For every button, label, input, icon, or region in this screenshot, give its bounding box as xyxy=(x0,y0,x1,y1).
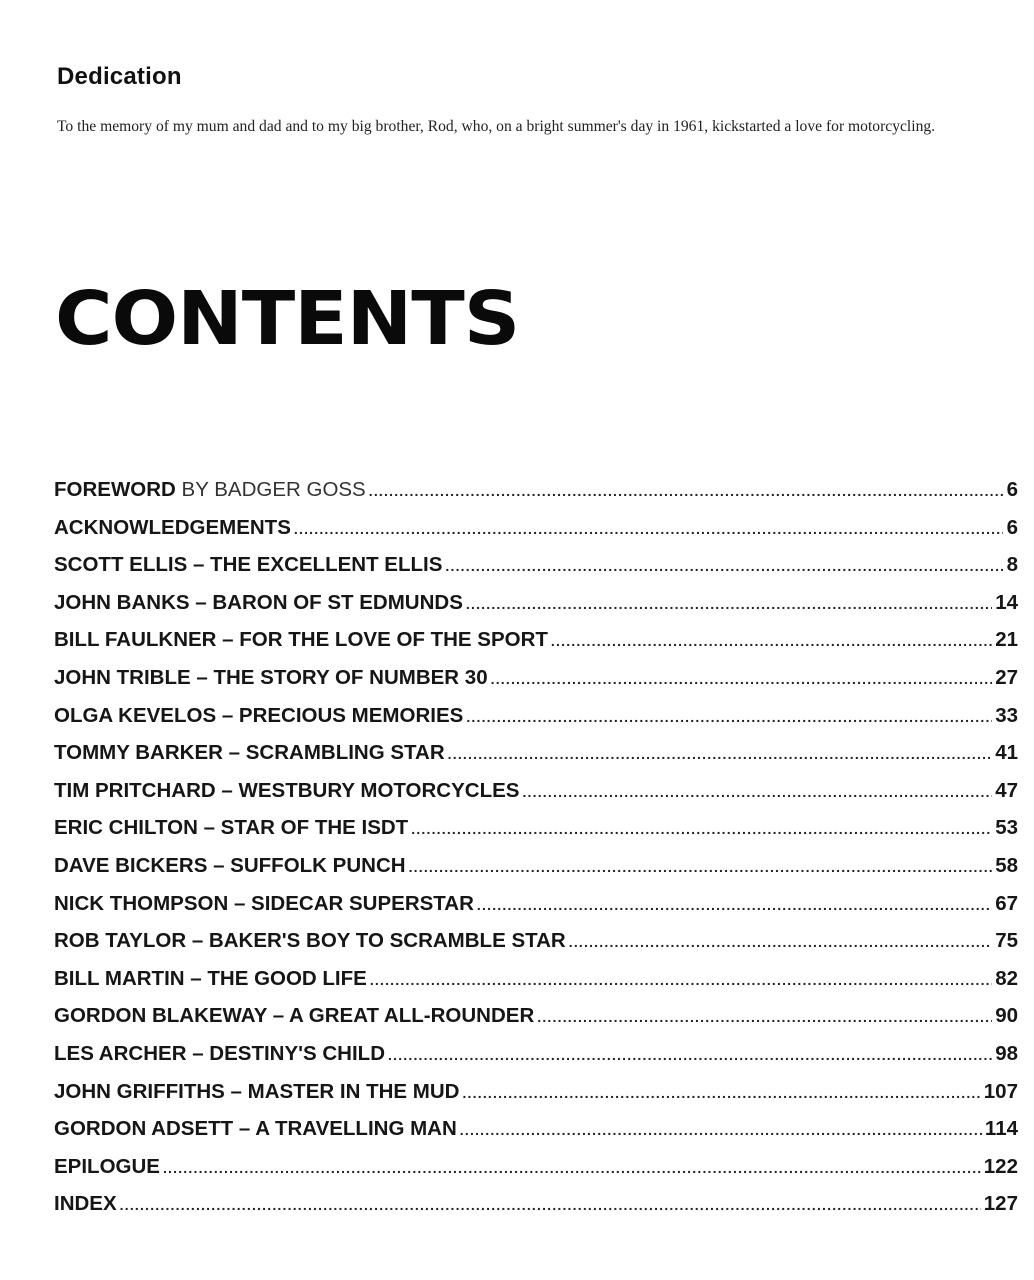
toc-entry-chapter xyxy=(54,1080,1018,1118)
toc-entry-page: 21 xyxy=(995,628,1018,652)
toc-entry-title: GORDON ADSETT – A TRAVELLING MAN xyxy=(54,1117,457,1141)
toc-leader-dots xyxy=(445,558,1003,574)
toc-leader-dots xyxy=(522,784,992,800)
toc-entry-chapter xyxy=(54,591,1018,629)
toc-entry-page: 90 xyxy=(995,1004,1018,1028)
toc-entry-chapter xyxy=(54,628,1018,666)
toc-entry-page: 53 xyxy=(995,816,1018,840)
toc-entry-chapter xyxy=(54,704,1018,742)
dedication-text: To the memory of my mum and dad and to my big brother, Rod, who, on a bright summer's day in 1961, kickstarted a love for motorcycling. xyxy=(57,118,936,135)
toc-entry-chapter xyxy=(54,741,1018,779)
contents-title: CONTENTS xyxy=(55,276,520,362)
toc-leader-dots xyxy=(460,1122,982,1138)
toc-entry-title: TOMMY BARKER – SCRAMBLING STAR xyxy=(54,741,445,765)
toc-entry-chapter xyxy=(54,854,1018,892)
toc-leader-dots xyxy=(370,972,992,988)
toc-entry-title: BILL FAULKNER – FOR THE LOVE OF THE SPORT xyxy=(54,628,548,652)
toc-entry-page: 58 xyxy=(995,853,1018,877)
toc-entry-chapter xyxy=(54,892,1018,930)
toc-entry-title: ERIC CHILTON – STAR OF THE ISDT xyxy=(54,816,409,840)
toc-entry-page: 75 xyxy=(995,929,1018,953)
toc-entry-chapter xyxy=(54,779,1018,817)
toc-entry-title: NICK THOMPSON – SIDECAR SUPERSTAR xyxy=(54,891,474,915)
toc-entry-page: 122 xyxy=(983,1154,1018,1178)
toc-leader-dots xyxy=(537,1009,992,1025)
toc-entry-title: DAVE BICKERS – SUFFOLK PUNCH xyxy=(54,853,406,877)
toc-leader-dots xyxy=(294,521,1003,537)
toc-entry-page: 47 xyxy=(995,778,1018,802)
toc-entry-index xyxy=(54,1192,1018,1230)
toc-entry-acknowledgements xyxy=(54,516,1018,554)
toc-entry-page: 6 xyxy=(1006,515,1018,539)
toc-entry-title: TIM PRITCHARD – WESTBURY MOTORCYCLES xyxy=(54,778,520,802)
toc-entry-title: ROB TAYLOR – BAKER'S BOY TO SCRAMBLE STAR xyxy=(54,929,566,953)
toc-entry-page: 33 xyxy=(995,703,1018,727)
toc-entry-title: LES ARCHER – DESTINY'S CHILD xyxy=(54,1041,386,1065)
toc-leader-dots xyxy=(477,897,992,913)
toc-entry-chapter xyxy=(54,1117,1018,1155)
toc-entry-title: JOHN GRIFFITHS – MASTER IN THE MUD xyxy=(54,1079,460,1103)
toc-entry-foreword xyxy=(54,478,1018,516)
toc-leader-dots xyxy=(388,1047,992,1063)
toc-entry-chapter xyxy=(54,929,1018,967)
toc-leader-dots xyxy=(466,709,992,725)
toc-leader-dots xyxy=(466,596,992,612)
toc-entry-title: JOHN TRIBLE – THE STORY OF NUMBER 30 xyxy=(54,665,488,689)
toc-entry-title: INDEX xyxy=(54,1192,117,1216)
toc-entry-page: 41 xyxy=(995,741,1018,765)
toc-entry-page: 14 xyxy=(995,590,1018,614)
toc-leader-dots xyxy=(163,1160,981,1176)
toc-entry-page: 67 xyxy=(995,891,1018,915)
toc-entry-page: 127 xyxy=(983,1192,1018,1216)
toc-leader-dots xyxy=(569,934,992,950)
toc-entry-chapter xyxy=(54,666,1018,704)
table-of-contents xyxy=(54,478,1018,1230)
toc-leader-dots xyxy=(409,859,993,875)
toc-entry-epilogue xyxy=(54,1155,1018,1193)
toc-entry-page: 82 xyxy=(995,966,1018,990)
toc-leader-dots xyxy=(369,483,1003,499)
toc-leader-dots xyxy=(551,633,992,649)
toc-entry-page: 98 xyxy=(995,1041,1018,1065)
toc-entry-title: OLGA KEVELOS – PRECIOUS MEMORIES xyxy=(54,703,464,727)
toc-leader-dots xyxy=(462,1085,980,1101)
toc-entry-title: FOREWORD BY BADGER GOSS xyxy=(54,478,366,501)
toc-entry-chapter xyxy=(54,1042,1018,1080)
toc-entry-page: 107 xyxy=(983,1079,1018,1103)
toc-entry-title: ACKNOWLEDGEMENTS xyxy=(54,515,291,539)
toc-leader-dots xyxy=(448,746,993,762)
toc-entry-chapter xyxy=(54,1004,1018,1042)
toc-entry-chapter xyxy=(54,816,1018,854)
toc-entry-page: 8 xyxy=(1006,553,1018,577)
toc-leader-dots xyxy=(491,671,993,687)
toc-entry-page: 27 xyxy=(995,665,1018,689)
toc-leader-dots xyxy=(120,1197,981,1213)
toc-entry-title: JOHN BANKS – BARON OF ST EDMUNDS xyxy=(54,590,463,614)
toc-entry-page: 6 xyxy=(1006,478,1018,501)
toc-entry-title: SCOTT ELLIS – THE EXCELLENT ELLIS xyxy=(54,553,443,577)
toc-entry-title: GORDON BLAKEWAY – A GREAT ALL-ROUNDER xyxy=(54,1004,535,1028)
dedication-heading: Dedication xyxy=(57,63,182,90)
toc-entry-chapter xyxy=(54,553,1018,591)
toc-entry-byline: BY BADGER GOSS xyxy=(175,478,366,501)
toc-entry-title: EPILOGUE xyxy=(54,1154,160,1178)
toc-entry-page: 114 xyxy=(984,1117,1018,1141)
toc-leader-dots xyxy=(411,821,992,837)
toc-entry-title: BILL MARTIN – THE GOOD LIFE xyxy=(54,966,367,990)
toc-entry-chapter xyxy=(54,967,1018,1005)
